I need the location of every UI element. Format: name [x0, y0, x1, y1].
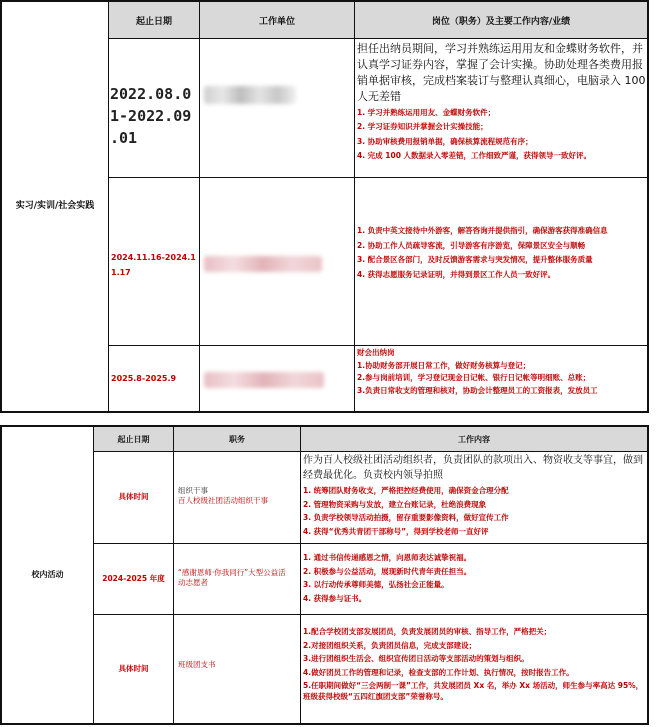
row1-date: [110, 84, 198, 149]
row3-date: 2025.8-2025.9: [111, 374, 177, 383]
s2-row2-role-line: 动志愿者: [178, 578, 208, 588]
header-start-date: 起止日期: [94, 427, 173, 451]
s2-row1-content: [303, 454, 647, 537]
header-position-content: 岗位（职务）及主要工作内容/业绩: [355, 2, 647, 38]
row3-item: 3.负责日常收支的管理和核对，协助会计整理员工的工资报表，发放员工: [357, 385, 598, 395]
s2-row2-item: 3. 以行动传承尊师美德，弘扬社会正能量。: [303, 580, 449, 589]
row2-date-line: 2024.11.16-2024.1: [111, 253, 196, 262]
header-role: 职务: [174, 427, 300, 451]
row2-date: [111, 250, 199, 280]
row2-content: [357, 226, 647, 284]
s2-row2-role: [178, 568, 299, 588]
row1-date-line: .01: [110, 128, 138, 147]
row3-item: 2.参与岗前培训，学习登记现金日记帐、银行日记帐等明细账、总账；: [357, 373, 591, 382]
s2-row1-item: 3. 负责学校领导活动拍摄，留存重要影像资料，做好宣传工作: [303, 513, 509, 522]
row3-content: [357, 348, 647, 396]
row2-date-line: 1.17: [111, 268, 131, 278]
s2-row1-role-line: 百人校级社团活动组织干事: [178, 496, 268, 506]
row1-date-line: 2022.08.0: [110, 85, 192, 103]
s2-row1-role: [178, 486, 298, 506]
row1-item: 4. 完成 100 人数据录入零差错，工作细致严谨，获得领导一致好评。: [357, 151, 592, 161]
s2-row3-item: 5.任职期间做好“三会两制一课”工作，共发展团员 Xx 名，举办 Xx 场活动，师生参与率高达 95%，班级获得校级“五四红旗团支部”荣誉称号。: [303, 681, 644, 701]
row3-title: 财会出纳岗: [357, 348, 395, 357]
s2-row2-content: [303, 553, 647, 604]
s2-row1-item: 1. 统筹团队财务收支，严格把控经费使用，确保资金合理分配: [303, 486, 509, 495]
row3-item: 1.协助财务部开展日常工作，做好财务核算与登记；: [357, 360, 531, 370]
row2-item: 3. 配合景区各部门，及时反馈游客需求与突发情况，提升整体服务质量: [357, 255, 593, 264]
s2-row3-content: [303, 627, 647, 702]
s2-row1-item: 4. 获得“优秀共青团干部称号”，得到学校老师一直好评: [303, 526, 489, 536]
header-work-unit: 工作单位: [200, 2, 354, 38]
row1-item: 1. 学习并熟练运用用友、金蝶财务软件；: [357, 107, 496, 117]
redacted-unit: [204, 372, 324, 388]
row2-item: 4. 获得志愿服务记录证明，并得到景区工作人员一致好评。: [357, 269, 556, 279]
s2-row2-date: 2024-2025 年度: [102, 573, 165, 583]
row2-item: 1. 负责中英文接待中外游客，解答咨询并提供指引，确保游客获得准确信息: [357, 226, 608, 235]
row1-description: 担任出纳员期间，学习并熟练运用用友和金蝶财务软件，并认真学习证券内容，掌握了会计实操。协助处理各类费用报销单据审核，完成档案装订与整理认真细心，电脑录入 100 人无差错: [357, 42, 646, 103]
row1-item: 3. 协助审核费用报销单据，确保核算流程规范有序；: [357, 136, 533, 146]
row1-date-line: 1-2022.09: [110, 106, 192, 125]
s2-row2-item: 4. 获得参与证书。: [303, 593, 367, 603]
redacted-unit: [204, 256, 322, 272]
s2-row2-role-line: “感谢恩师·你我同行”大型公益活: [178, 568, 286, 577]
category-label: 校内活动: [31, 569, 64, 579]
row1-content: [357, 41, 647, 166]
s2-row1-item: 2. 管理物资采购与发放，建立台账记录，杜绝浪费现象: [303, 499, 487, 509]
s2-row1-role-line: 组织干事: [178, 486, 208, 495]
s2-row3-item: 2.对接团组织关系，负责团员信息，完成支部建设；: [303, 640, 477, 650]
s2-row1-description: 作为百人校级社团活动组织者，负责团队的款项出入、物资收支等事宜，做到经费最优化。负责校内领导拍照: [303, 455, 643, 481]
header-work-content: 工作内容: [301, 427, 647, 451]
s2-row3-item: 1.配合学校团支部发展团员，负责发展团员的审核、指导工作，严格把关；: [303, 627, 552, 636]
row1-item: 2. 学习证券知识并掌握会计实操技能；: [357, 122, 488, 132]
s2-row1-date: 具体时间: [118, 492, 149, 502]
s2-row3-item: 3.进行团组织生活会、组织宣传团日活动等支部活动的策划与组织。: [303, 654, 529, 663]
s2-row2-item: 2. 积极参与公益活动，展现新时代青年责任担当。: [303, 566, 472, 576]
s2-row3-role: 班级团支书: [178, 660, 216, 669]
category-label: 实习/实训/社会实践: [15, 201, 95, 212]
s2-row3-item: 4.做好团员工作的管理和记录，检查支部的工作计划、执行情况，按时报告工作。: [303, 667, 574, 677]
row2-item: 2. 协助工作人员疏导客流，引导游客有序游览，保障景区安全与顺畅: [357, 240, 586, 250]
s2-row3-date: 具体时间: [118, 663, 149, 673]
redacted-unit: [204, 86, 296, 104]
header-start-date: 起止日期: [109, 2, 199, 38]
s2-row2-item: 1. 通过书信传递感恩之情，向恩师表达诚挚祝福。: [303, 553, 472, 562]
